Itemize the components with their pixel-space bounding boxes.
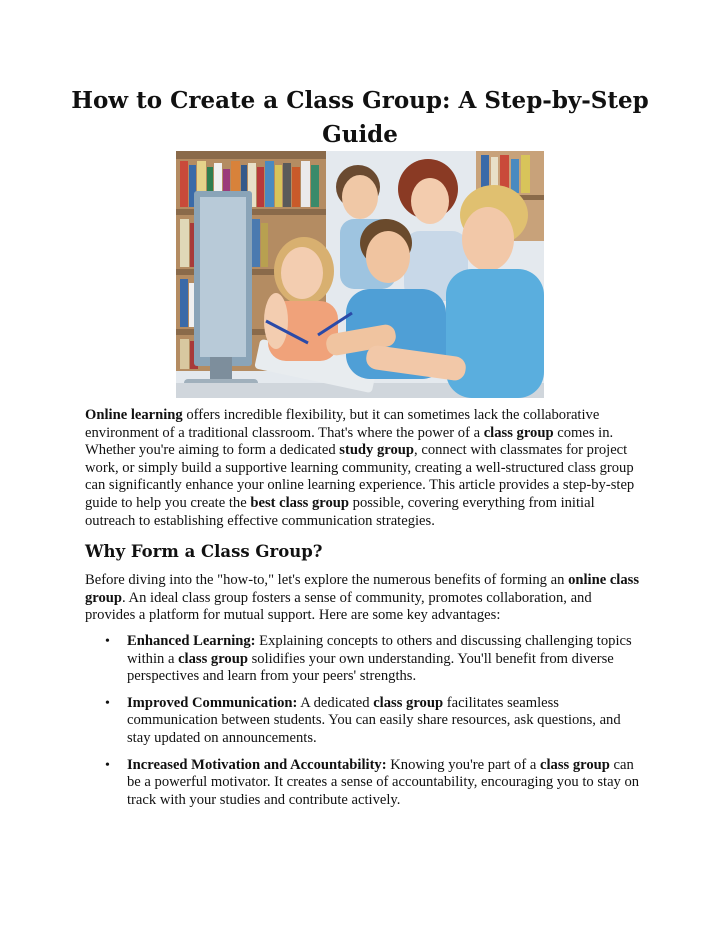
bold-text-run: best class group (250, 494, 350, 511)
page-title: How to Create a Class Group: A Step-by-Step Guide (71, 87, 649, 148)
benefit-list-item (105, 694, 641, 748)
bold-text-run: class group (540, 756, 610, 773)
text-run: facilitates seamless communication between students. You can easily share resources, ask questions, and stay updated on announcements. (127, 694, 621, 746)
text-run: possible, covering everything from initial outreach to establishing effective communication strategies. (85, 494, 595, 529)
text-run: A dedicated (297, 694, 374, 711)
bold-text-run: Improved Communication: (127, 694, 298, 711)
bold-text-run: study group (339, 442, 415, 459)
bold-text-run: Enhanced Learning: (127, 632, 256, 649)
intro-paragraph (85, 407, 641, 530)
bold-text-run: class group (373, 694, 444, 711)
bold-text-run: online class group (85, 572, 640, 606)
text-run: can be a powerful motivator. It creates a sense of accountability, encouraging you to stay on track with your studies and contribute actively. (127, 756, 640, 808)
bullet-icon: • (105, 695, 110, 711)
section-heading: Why Form a Class Group? (85, 542, 323, 562)
text-run: , connect with classmates for project work, or simply build a supportive learning community, creating a well-structured class group can significantly enhance your online learning experience. This article provides a step-by-step guide to help you create the (85, 442, 635, 511)
bold-text-run: class group (483, 424, 554, 441)
bold-text-run: Online learning (85, 407, 183, 423)
text-run: comes in. Whether you're aiming to form a dedicated (85, 424, 614, 459)
monitor-image (184, 191, 258, 389)
text-run: Knowing you're part of a (386, 756, 540, 773)
bold-text-run: class group (178, 650, 248, 667)
text-run: solidifies your own understanding. You'll benefit from diverse perspectives and learn from your peers' strengths. (127, 650, 614, 685)
text-run: . An ideal class group fosters a sense of community, promotes collaboration, and provides a platform for mutual support. Here are some key advantages: (85, 589, 592, 624)
bullet-icon: • (105, 633, 110, 649)
bullet-icon: • (105, 757, 110, 773)
article-body (85, 407, 641, 818)
section-intro-paragraph (85, 572, 641, 625)
hero-photo (176, 151, 544, 398)
benefits-list (85, 633, 641, 809)
students-photo-illustration (176, 151, 544, 398)
text-run: Explaining concepts to others and discussing challenging topics within a (127, 632, 632, 667)
text-run: offers incredible flexibility, but it can sometimes lack the collaborative environment of a traditional classroom. That's where the power of a (85, 407, 600, 441)
text-run: Before diving into the "how-to," let's explore the numerous benefits of forming an (85, 572, 569, 589)
benefit-list-item (105, 632, 641, 686)
benefit-list-item (105, 756, 641, 810)
bold-text-run: Increased Motivation and Accountability: (127, 756, 387, 773)
